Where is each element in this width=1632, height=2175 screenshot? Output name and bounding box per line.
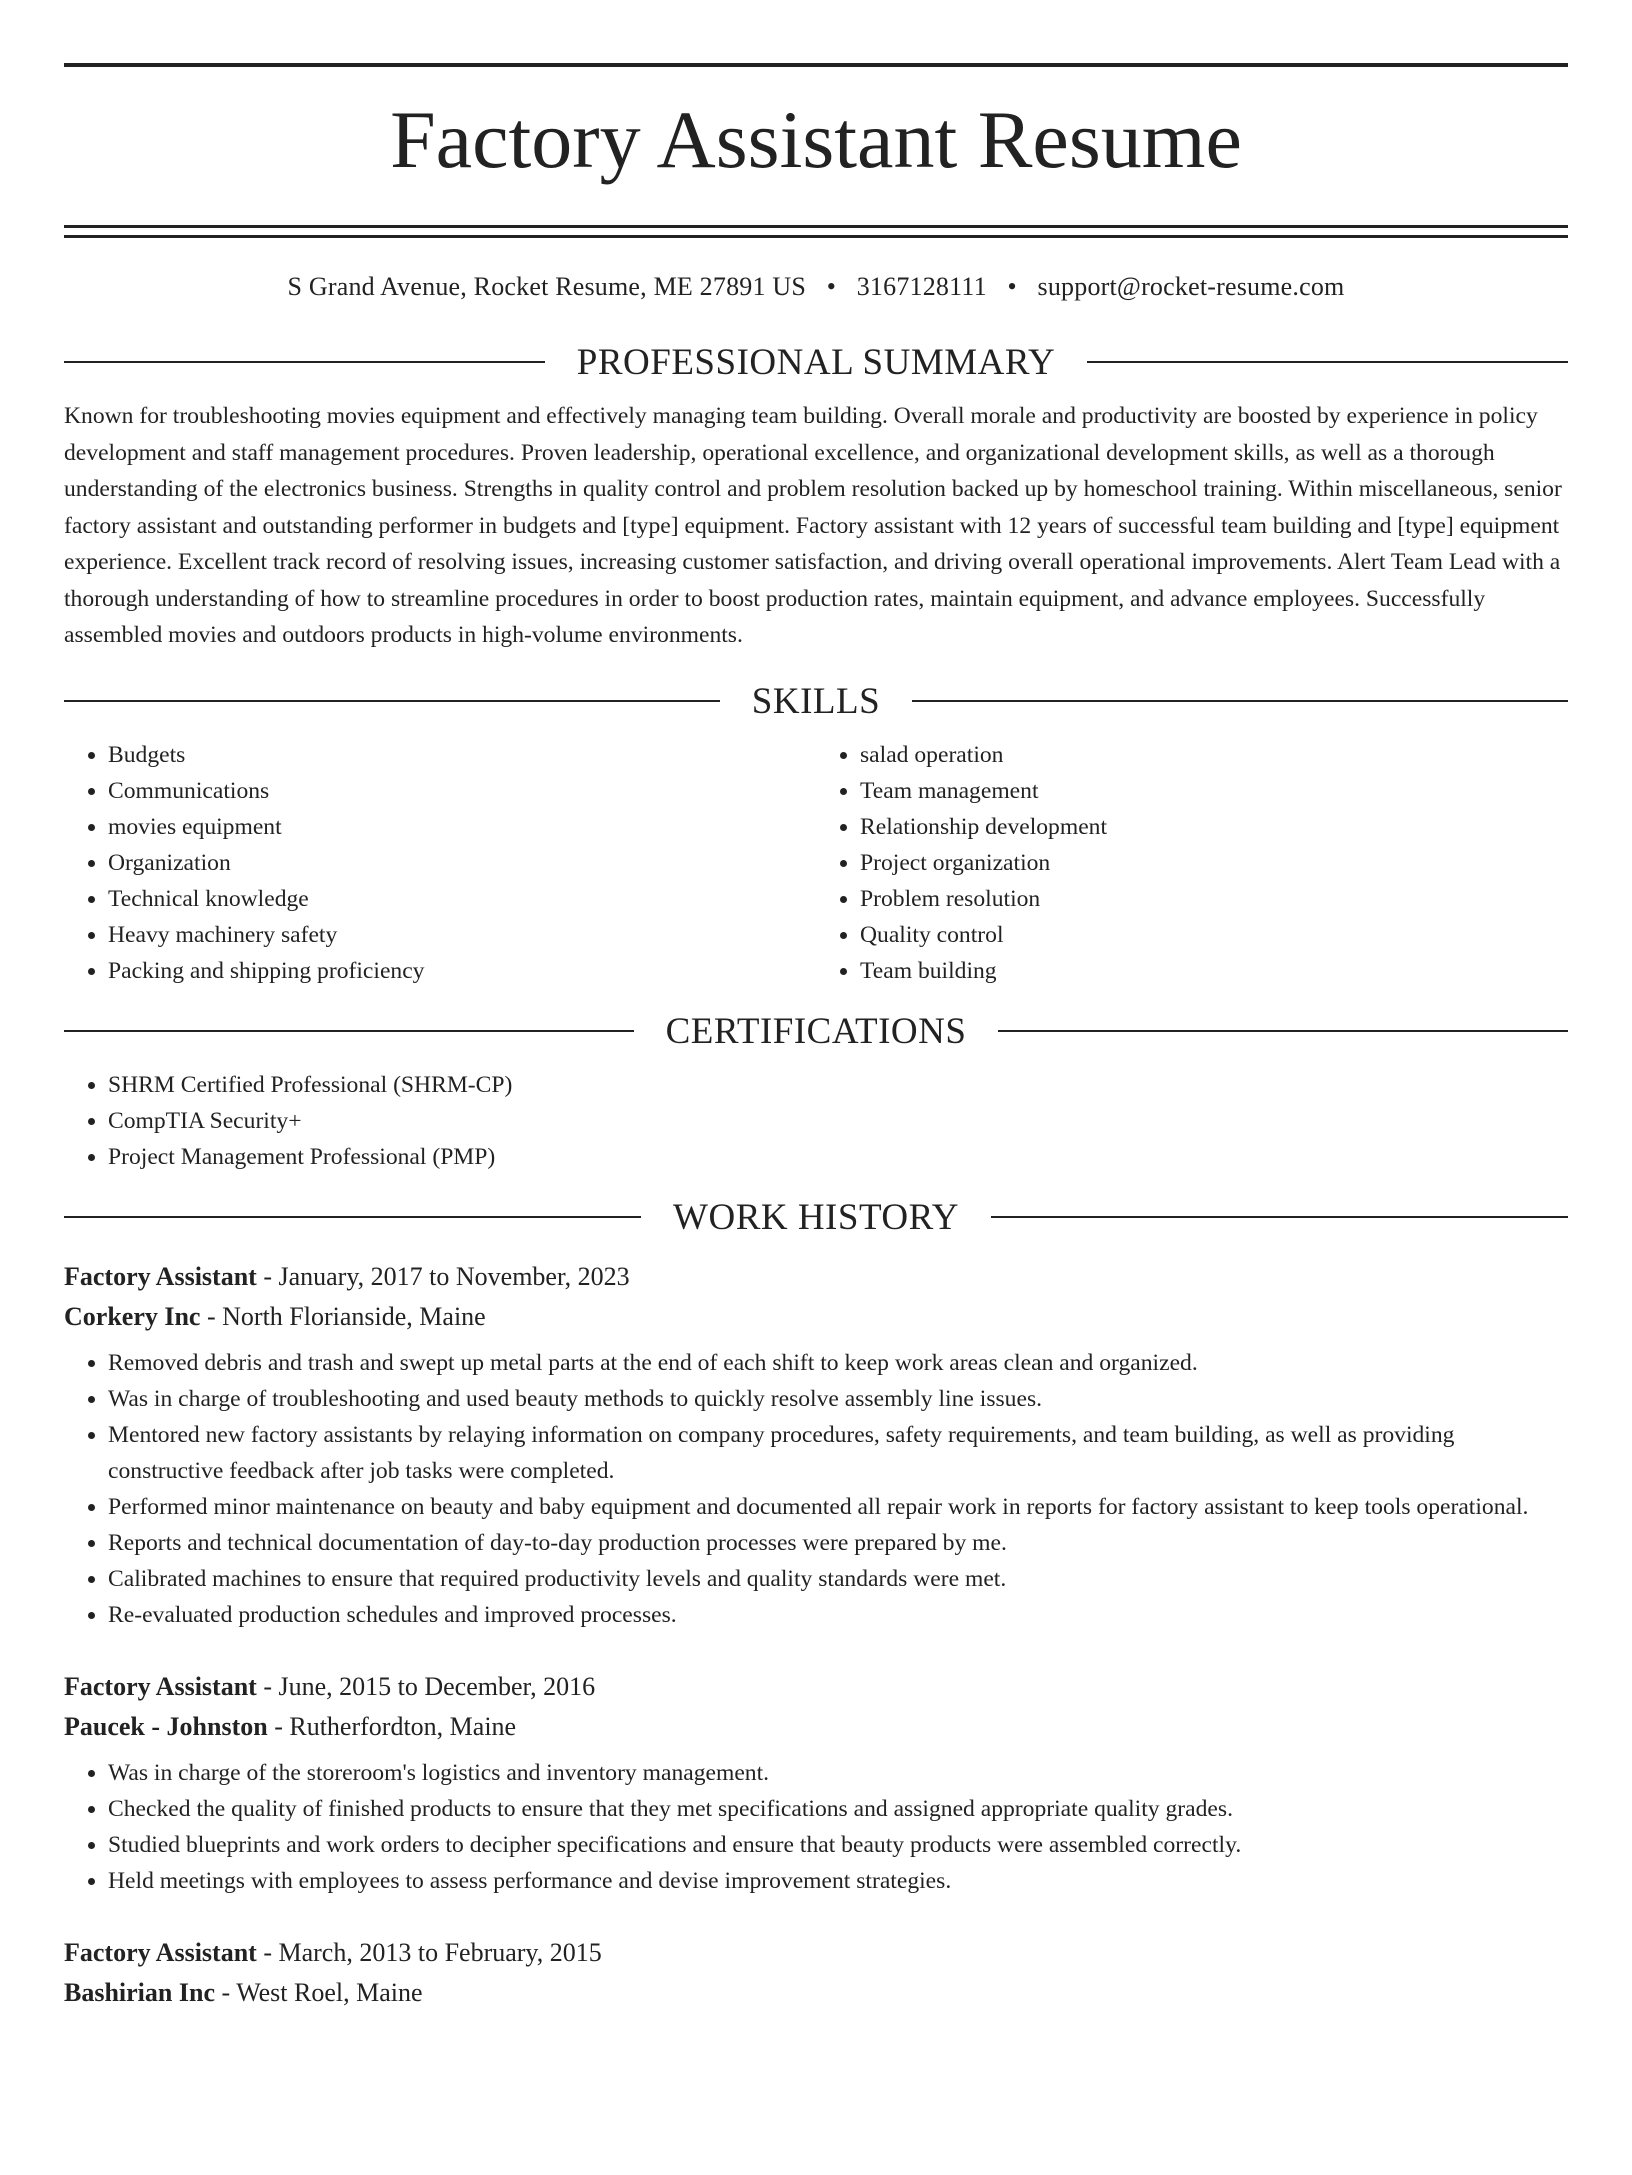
job-company-line <box>64 1973 1568 2013</box>
job-role: Factory Assistant <box>64 1262 257 1292</box>
job-entry <box>64 1667 1568 1899</box>
skill-item: • Heavy machinery safety <box>108 917 816 953</box>
skill-item: • Problem resolution <box>860 881 1568 917</box>
skills-column-left <box>64 737 816 989</box>
job-duties-list <box>64 1755 1568 1899</box>
skill-item: • Communications <box>108 773 816 809</box>
skills-column-right <box>816 737 1568 989</box>
skill-item: • Project organization <box>860 845 1568 881</box>
skill-item: • movies equipment <box>108 809 816 845</box>
skill-item: • Team building <box>860 953 1568 989</box>
contact-address: S Grand Avenue, Rocket Resume, ME 27891 US <box>287 272 807 301</box>
job-location: - North Florianside, Maine <box>200 1302 486 1332</box>
job-company-line <box>64 1297 1568 1337</box>
summary-paragraph: Known for troubleshooting movies equipment and effectively managing team building. Overall morale and productivity are boosted by experience in policy development and staff management procedures. Proven leadership, operational excellence, and organizational development skills, as well as a thorough understanding of the electronics business. Strengths in quality control and problem resolution backed up by homeschool training. Within miscellaneous, senior factory assistant and outstanding performer in budgets and [type] equipment. Factory assistant with 12 years of successful team building and [type] equipment experience. Excellent track record of resolving issues, increasing customer satisfaction, and driving overall operational improvements. Alert Team Lead with a thorough understanding of how to streamline procedures in order to boost production rates, maintain equipment, and advance employees. Successfully assembled movies and outdoors products in high-volume environments. <box>64 403 1562 648</box>
skill-item: • Packing and shipping proficiency <box>108 953 816 989</box>
certification-item: • Project Management Professional (PMP) <box>108 1139 1568 1175</box>
job-duty-item: • Re-evaluated production schedules and improved processes. <box>108 1597 1568 1633</box>
job-company: Paucek - Johnston <box>64 1712 268 1742</box>
work-history <box>64 1257 1568 2013</box>
certifications-list <box>64 1067 1568 1175</box>
title-double-rule <box>64 225 1568 238</box>
resume-page <box>0 63 1632 2175</box>
skill-item: • Technical knowledge <box>108 881 816 917</box>
section-label: CERTIFICATIONS <box>665 1010 967 1052</box>
contact-email: support@rocket-resume.com <box>1037 272 1345 301</box>
section-heading-work-history <box>64 1193 1568 1241</box>
skill-item: • Relationship development <box>860 809 1568 845</box>
skill-item: • Organization <box>108 845 816 881</box>
skill-item: • Budgets <box>108 737 816 773</box>
job-duty-item: • Calibrated machines to ensure that required productivity levels and quality standards were met. <box>108 1561 1568 1597</box>
section-heading-summary <box>64 338 1568 386</box>
job-location: - Rutherfordton, Maine <box>267 1712 517 1742</box>
job-company-line <box>64 1707 1568 1747</box>
job-location: - West Roel, Maine <box>215 1978 423 2008</box>
job-duty-item: • Was in charge of troubleshooting and used beauty methods to quickly resolve assembly line issues. <box>108 1381 1568 1417</box>
certification-item: • CompTIA Security+ <box>108 1103 1568 1139</box>
contact-line <box>64 272 1568 302</box>
skill-item: • salad operation <box>860 737 1568 773</box>
job-role: Factory Assistant <box>64 1938 257 1968</box>
job-company: Corkery Inc <box>64 1302 201 1332</box>
section-label: PROFESSIONAL SUMMARY <box>576 341 1056 383</box>
job-role: Factory Assistant <box>64 1672 257 1702</box>
job-dates: - March, 2013 to February, 2015 <box>256 1938 602 1968</box>
contact-separator: • <box>1007 272 1017 301</box>
contact-separator: • <box>826 272 837 301</box>
job-duty-item: • Was in charge of the storeroom's logistics and inventory management. <box>108 1755 1568 1791</box>
job-duty-item: • Studied blueprints and work orders to decipher specifications and ensure that beauty products were assembled correctly. <box>108 1827 1568 1863</box>
section-heading-certifications <box>64 1007 1568 1055</box>
job-duties-list <box>64 1345 1568 1633</box>
section-label: SKILLS <box>751 680 881 722</box>
skill-item: • Team management <box>860 773 1568 809</box>
job-dates: - January, 2017 to November, 2023 <box>256 1262 630 1292</box>
contact-phone: 3167128111 <box>856 272 987 301</box>
job-dates: - June, 2015 to December, 2016 <box>256 1672 596 1702</box>
job-role-line <box>64 1667 1568 1707</box>
section-heading-skills <box>64 677 1568 725</box>
skill-item: • Quality control <box>860 917 1568 953</box>
job-entry <box>64 1257 1568 1633</box>
skills-list <box>64 737 1568 989</box>
job-duty-item: • Held meetings with employees to assess performance and devise improvement strategies. <box>108 1863 1568 1899</box>
certification-item: • SHRM Certified Professional (SHRM-CP) <box>108 1067 1568 1103</box>
job-duty-item: • Performed minor maintenance on beauty and baby equipment and documented all repair work in reports for factory assistant to keep tools operational. <box>108 1489 1568 1525</box>
job-role-line <box>64 1257 1568 1297</box>
job-duty-item: • Removed debris and trash and swept up metal parts at the end of each shift to keep work areas clean and organized. <box>108 1345 1568 1381</box>
section-label: WORK HISTORY <box>673 1196 959 1238</box>
job-duty-item: • Checked the quality of finished products to ensure that they met specifications and assigned appropriate quality grades. <box>108 1791 1568 1827</box>
resume-title: Factory Assistant Resume <box>390 94 1242 185</box>
job-company: Bashirian Inc <box>64 1978 215 2008</box>
job-duty-item: • Mentored new factory assistants by relaying information on company procedures, safety requirements, and team building, as well as providing constructive feedback after job tasks were completed. <box>108 1417 1568 1489</box>
job-entry <box>64 1933 1568 2013</box>
job-duty-item: • Reports and technical documentation of day-to-day production processes were prepared by me. <box>108 1525 1568 1561</box>
job-role-line <box>64 1933 1568 1973</box>
